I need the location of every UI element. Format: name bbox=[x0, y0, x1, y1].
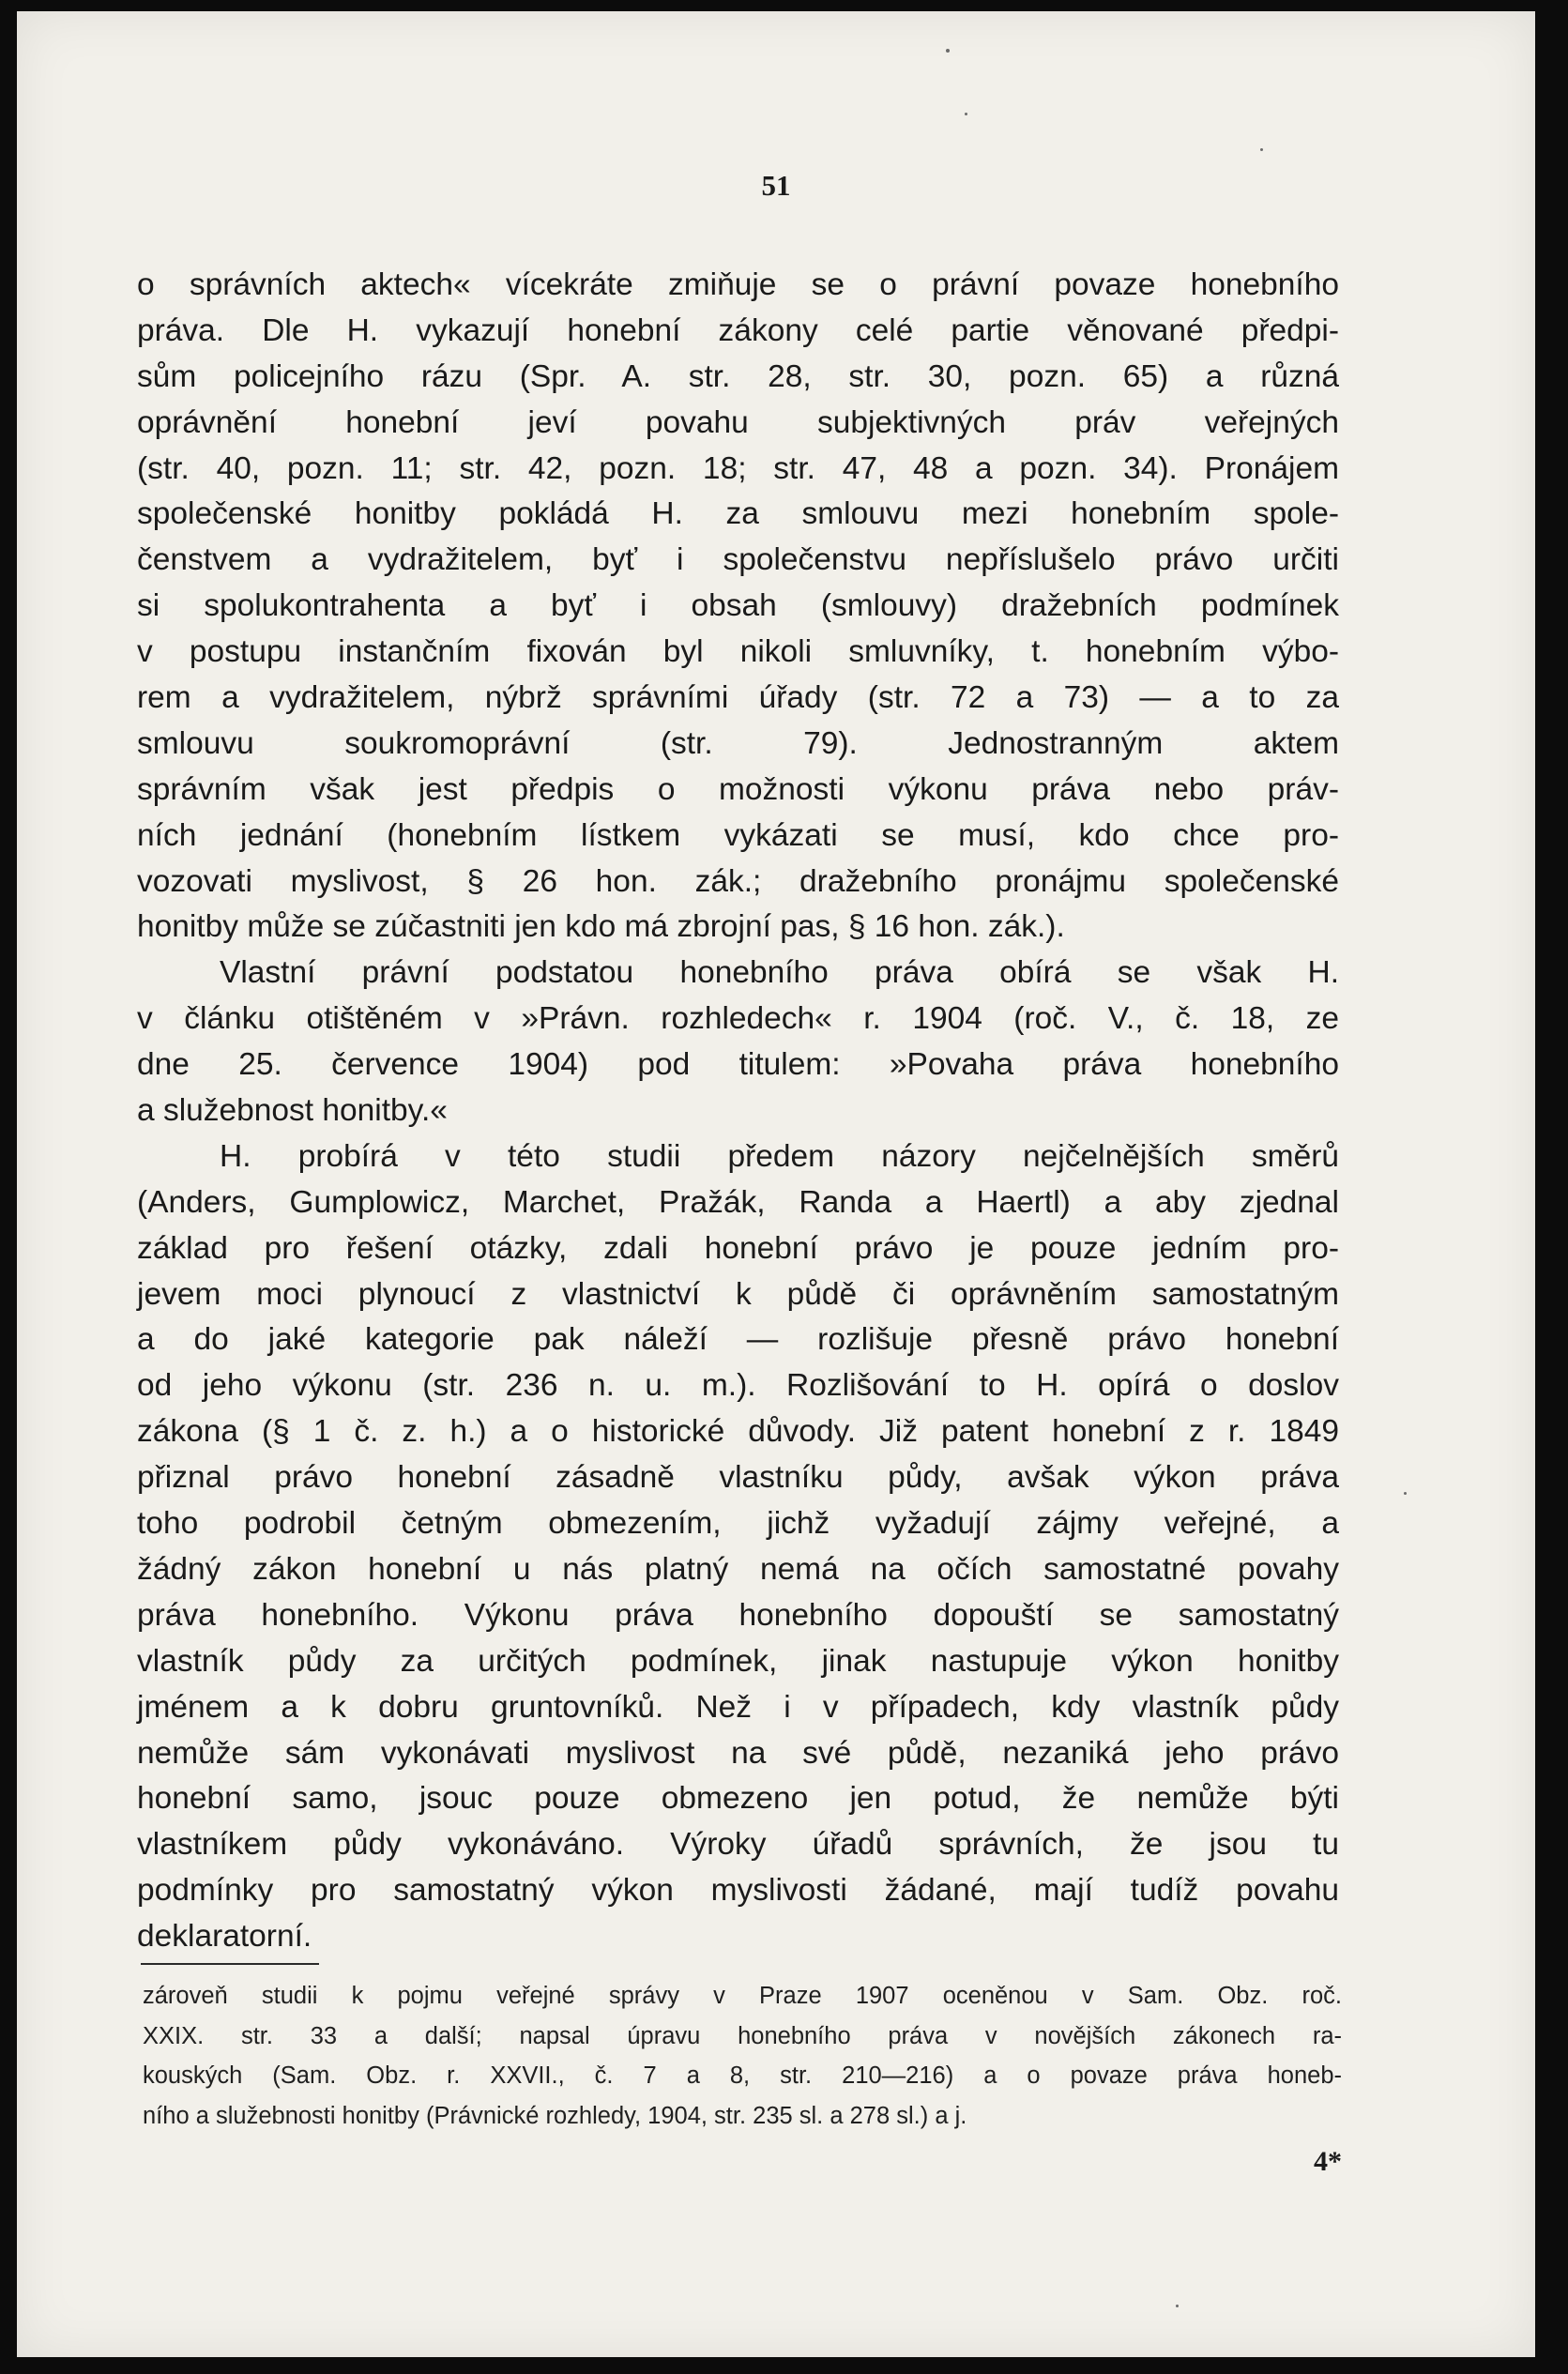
text-line: honební samo, jsouc pouze obmezeno jen potud, že nemůže býti bbox=[137, 1781, 1339, 1817]
paper-speck bbox=[946, 49, 950, 53]
text-line: ních jednání (honebním lístkem vykázati se musí, kdo chce pro- bbox=[137, 817, 1339, 853]
text-line: toho podrobil četným obmezením, jichž vyžadují zájmy veřejné, a bbox=[137, 1506, 1339, 1542]
text-line: práva. Dle H. vykazují honební zákony celé partie věnované předpi- bbox=[137, 312, 1339, 348]
text-line: (Anders, Gumplowicz, Marchet, Pražák, Randa a Haertl) a aby zjednal bbox=[137, 1184, 1339, 1220]
text-line: žádný zákon honební u nás platný nemá na očích samostatné povahy bbox=[137, 1551, 1339, 1587]
text-line: v postupu instančním fixován byl nikoli smluvníky, t. honebním výbo- bbox=[137, 634, 1339, 670]
paper-speck bbox=[1176, 2305, 1179, 2307]
footnote-line: zároveň studii k pojmu veřejné správy v Praze 1907 oceněnou v Sam. Obz. roč. bbox=[143, 1983, 1342, 2009]
text-line: v článku otištěném v »Právn. rozhledech« r. 1904 (roč. V., č. 18, ze bbox=[137, 1001, 1339, 1037]
text-line: nemůže sám vykonávati myslivost na své půdě, nezaniká jeho právo bbox=[137, 1735, 1339, 1771]
text-line: rem a vydražitelem, nýbrž správními úřady (str. 72 a 73) — a to za bbox=[137, 680, 1339, 716]
text-line: si spolukontrahenta a byť i obsah (smlouvy) dražebních podmínek bbox=[137, 588, 1339, 624]
text-line: vlastníkem půdy vykonáváno. Výroky úřadů správních, že jsou tu bbox=[137, 1827, 1339, 1863]
page-number: 51 bbox=[761, 169, 791, 202]
text-line: od jeho výkonu (str. 236 n. u. m.). Rozlišování to H. opírá o doslov bbox=[137, 1368, 1339, 1404]
text-line: a do jaké kategorie pak náleží — rozlišuje přesně právo honební bbox=[137, 1322, 1339, 1358]
text-line: sům policejního rázu (Spr. A. str. 28, str. 30, pozn. 65) a různá bbox=[137, 358, 1339, 394]
text-line: a služebnost honitby.« bbox=[137, 1093, 448, 1129]
signature-mark: 4* bbox=[1314, 2146, 1342, 2177]
footnote-line: kouských (Sam. Obz. r. XXVII., č. 7 a 8, str. 210—216) a o povaze práva honeb- bbox=[143, 2062, 1342, 2089]
text-line: (str. 40, pozn. 11; str. 42, pozn. 18; str. 47, 48 a pozn. 34). Pronájem bbox=[137, 450, 1339, 486]
text-line: o správních aktech« vícekráte zmiňuje se o právní povaze honebního bbox=[137, 267, 1339, 302]
text-line: honitby může se zúčastniti jen kdo má zbrojní pas, § 16 hon. zák.). bbox=[137, 909, 1065, 945]
paper-speck bbox=[965, 113, 967, 115]
text-line: dne 25. července 1904) pod titulem: »Povaha práva honebního bbox=[137, 1047, 1339, 1083]
text-line: zákona (§ 1 č. z. h.) a o historické důvody. Již patent honební z r. 1849 bbox=[137, 1414, 1339, 1450]
footnote-line: XXIX. str. 33 a další; napsal úpravu honebního práva v novějších zákonech ra- bbox=[143, 2022, 1342, 2049]
text-line: oprávnění honební jeví povahu subjektivných práv veřejných bbox=[137, 404, 1339, 440]
text-line: H. probírá v této studii předem názory nejčelnějších směrů bbox=[220, 1138, 1339, 1174]
text-line: jevem moci plynoucí z vlastnictví k půdě či oprávněním samostatným bbox=[137, 1276, 1339, 1312]
body-text bbox=[137, 263, 1339, 1960]
text-line: smlouvu soukromoprávní (str. 79). Jednostranným aktem bbox=[137, 725, 1339, 761]
text-line: základ pro řešení otázky, zdali honební právo je pouze jedním pro- bbox=[137, 1230, 1339, 1266]
text-line: práva honebního. Výkonu práva honebního dopouští se samostatný bbox=[137, 1597, 1339, 1633]
paper-speck bbox=[1404, 1492, 1407, 1495]
text-line: čenstvem a vydražitelem, byť i společenstvu nepříslušelo právo určiti bbox=[137, 542, 1339, 578]
text-line: Vlastní právní podstatou honebního práva obírá se však H. bbox=[220, 955, 1339, 991]
text-line: deklaratorní. bbox=[137, 1919, 312, 1955]
footnote bbox=[143, 1976, 1342, 2136]
footnote-line: ního a služebnosti honitby (Právnické rozhledy, 1904, str. 235 sl. a 278 sl.) a j. bbox=[143, 2102, 967, 2129]
text-line: podmínky pro samostatný výkon myslivosti žádané, mají tudíž povahu bbox=[137, 1873, 1339, 1909]
text-line: přiznal právo honební zásadně vlastníku půdy, avšak výkon práva bbox=[137, 1460, 1339, 1496]
paper-speck bbox=[1260, 148, 1263, 151]
text-line: jménem a k dobru gruntovníků. Než i v případech, kdy vlastník půdy bbox=[137, 1689, 1339, 1725]
text-line: vozovati myslivost, § 26 hon. zák.; dražebního pronájmu společenské bbox=[137, 863, 1339, 899]
book-page bbox=[17, 11, 1535, 2357]
text-line: správním však jest předpis o možnosti výkonu práva nebo práv- bbox=[137, 771, 1339, 807]
text-line: vlastník půdy za určitých podmínek, jinak nastupuje výkon honitby bbox=[137, 1643, 1339, 1679]
footnote-separator bbox=[141, 1963, 319, 1965]
text-line: společenské honitby pokládá H. za smlouvu mezi honebním spole- bbox=[137, 496, 1339, 532]
